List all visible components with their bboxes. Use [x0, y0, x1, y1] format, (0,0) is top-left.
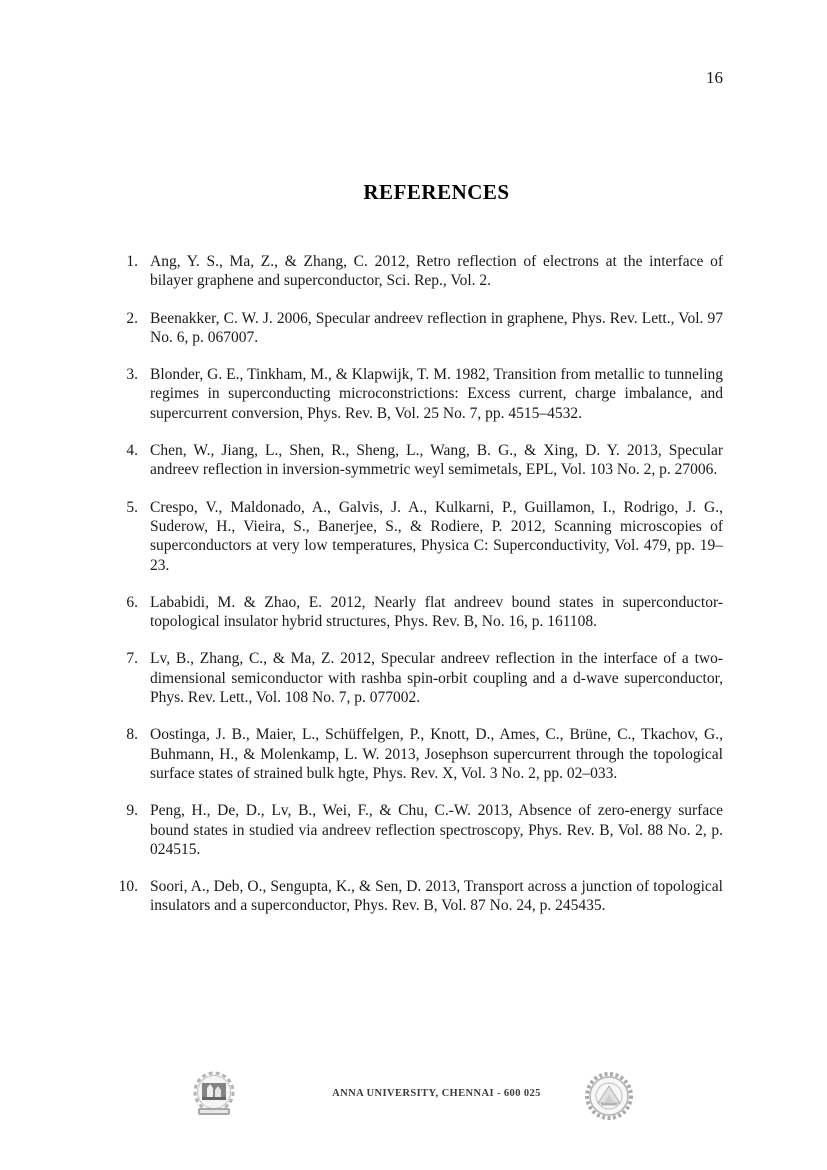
- reference-item: [105, 441, 723, 480]
- reference-text: Lababidi, M. & Zhao, E. 2012, Nearly flat andreev bound states in superconductor-topological insulator hybrid structures, Phys. Rev. B, No. 16, p. 161108.: [150, 593, 723, 631]
- reference-item: [105, 498, 723, 575]
- reference-number: 3.: [126, 366, 138, 384]
- reference-number: 4.: [126, 442, 138, 460]
- reference-text: Beenakker, C. W. J. 2006, Specular andreev reflection in graphene, Phys. Rev. Lett., Vol. 97 No. 6, p. 067007.: [150, 309, 723, 346]
- reference-item: [105, 309, 723, 348]
- page-number: 16: [706, 68, 723, 87]
- reference-number: 9.: [126, 802, 138, 820]
- reference-text: Blonder, G. E., Tinkham, M., & Klapwijk, T. M. 1982, Transition from metallic to tunneling regimes in superconducting microconstrictions: Excess current, charge imbalance, and supercurrent conversion, Phys. Rev. B, Vol. 25 No. 7, pp. 4515–4532.: [150, 366, 723, 422]
- reference-number: 6.: [126, 593, 138, 611]
- footer-university-text: ANNA UNIVERSITY, CHENNAI - 600 025: [332, 1088, 541, 1099]
- reference-item: [105, 801, 723, 859]
- reference-text: Peng, H., De, D., Lv, B., Wei, F., & Chu, C.-W. 2013, Absence of zero-energy surface bound states in studied via andreev reflection spectroscopy, Phys. Rev. B, Vol. 88 No. 2, p. 024515.: [150, 802, 723, 858]
- reference-text: Oostinga, J. B., Maier, L., Schüffelgen, P., Knott, D., Ames, C., Brüne, C., Tkachov, G., Buhmann, H., & Molenkamp, L. W. 2013, Josephson supercurrent through the topological surface states of strained bulk hgte, Phys. Rev. X, Vol. 3 No. 2, pp. 02–033.: [150, 726, 723, 782]
- reference-text: Chen, W., Jiang, L., Shen, R., Sheng, L., Wang, B. G., & Xing, D. Y. 2013, Specular andreev reflection in inversion-symmetric weyl semimetals, EPL, Vol. 103 No. 2, p. 27006.: [150, 442, 723, 479]
- references-list: [105, 252, 723, 934]
- page-footer: [0, 1062, 827, 1132]
- reference-number: 8.: [126, 726, 138, 744]
- reference-text: Ang, Y. S., Ma, Z., & Zhang, C. 2012, Retro reflection of electrons at the interface of bilayer graphene and superconductor, Sci. Rep., Vol. 2.: [150, 253, 723, 290]
- reference-number: 2.: [126, 309, 138, 327]
- page-title: REFERENCES: [363, 180, 510, 204]
- reference-item: [105, 649, 723, 707]
- reference-number: 7.: [126, 650, 138, 668]
- reference-number: 1.: [126, 253, 138, 270]
- reference-item: [105, 725, 723, 783]
- university-seal-icon: [583, 1070, 635, 1122]
- reference-text: Lv, B., Zhang, C., & Ma, Z. 2012, Specular andreev reflection in the interface of a two-dimensional semiconductor with rashba spin-orbit coupling and a d-wave superconductor, Phys. Rev. Lett., Vol. 108 No. 7, p. 077002.: [150, 650, 723, 707]
- reference-number: 10.: [118, 878, 138, 896]
- reference-item: [105, 252, 723, 291]
- reference-item: [105, 593, 723, 632]
- reference-text: Soori, A., Deb, O., Sengupta, K., & Sen, D. 2013, Transport across a junction of topological insulators and a superconductor, Phys. Rev. B, Vol. 87 No. 24, p. 245435.: [150, 878, 723, 915]
- reference-text: Crespo, V., Maldonado, A., Galvis, J. A., Kulkarni, P., Guillamon, I., Rodrigo, J. G., Suderow, H., Vieira, S., Banerjee, S., & Rodiere, P. 2012, Scanning microscopies of superconductors at very low temperatures, Physica C: Superconductivity, Vol. 479, pp. 19–23.: [150, 498, 723, 574]
- reference-item: [105, 877, 723, 916]
- reference-number: 5.: [126, 498, 138, 516]
- reference-item: [105, 365, 723, 423]
